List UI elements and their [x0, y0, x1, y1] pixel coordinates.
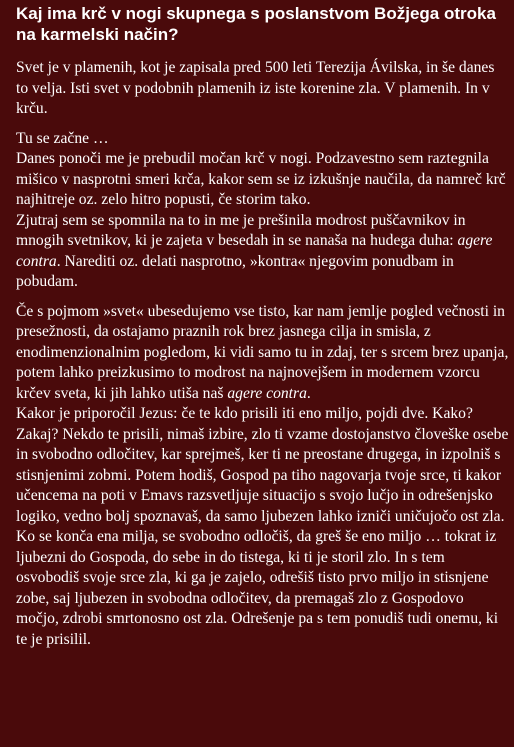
- text-segment: . Narediti oz. delati nasprotno, »kontra« njegovim ponudbam in pobudam.: [16, 252, 454, 290]
- paragraph-intro: Svet je v plamenih, kot je zapisala pred 500 leti Terezija Ávilska, in še danes to velja. Isti svet v podobnih plamenih iz iste korenine zla. V plamenih. In v krču.: [16, 59, 495, 117]
- latin-phrase: agere contra: [16, 232, 493, 270]
- paragraph-start: Tu se začne …: [16, 129, 109, 147]
- paragraph-agere-contra: [16, 211, 510, 293]
- text-segment: Če s pojmom »svet« ubesedujemo vse tisto, kar nam jemlje pogled večnosti in presežnosti, da ostajamo praznih rok brez jasnega cilja in smisla, z enodimenzionalnim pogledom, ki vidi samo tu in zdaj, ter s srcem brez upanja, potem lahko preizkusimo to modrost na najnovejšem in modernem vzorcu krčev sveta, ki jih lahko utiša naš: [16, 302, 509, 402]
- text-segment: .: [306, 384, 311, 402]
- paragraph-cramp: Danes ponoči me je prebudil močan krč v nogi. Podzavestno sem raztegnila mišico v nasprotni smeri krča, kakor sem se iz izkušnje naučila, da namreč krč najhitreje oz. zelo hitro popusti, če storim tako.: [16, 150, 506, 208]
- latin-phrase: agere contra: [227, 384, 307, 402]
- paragraph-world: [16, 302, 510, 405]
- paragraph-two-miles: Kakor je priporočil Jezus: če te kdo prisili iti eno miljo, pojdi dve. Kako? Zakaj? Nekdo te prisili, nimaš izbire, zlo ti vzame dostojanstvo človeške osebe in svobodno odločitev, kar sprejmeš, ker ti ne preostane drugega, in izpolniš s stisnjenimi zobmi. Potem hodiš, Gospod pa tiho nagovarja tvoje srce, ti kakor učencema na poti v Emavs razsvetljuje situacijo s svojo lučjo in odrešenjsko logiko, vedno bolj spoznavaš, da samo ljubezen lahko izniči uničujočo ost zla. Ko se konča ena milja, se svobodno odločiš, da greš še eno miljo … tokrat iz ljubezni do Gospoda, do sebe in do tistega, ki ti je storil zlo. In s tem osvobodiš svoje srce zla, ki ga je zajelo, odrešiš tisto prvo miljo in stisnjene zobe, saj ljubezen in svobodna odločitev, da premagaš zlo z Gospodovo močjo, zdrobi smrtonosno ost zla. Odrešenje pa s tem ponudiš tudi onemu, ki te je prisilil.: [16, 405, 509, 648]
- text-segment: Zjutraj sem se spomnila na to in me je prešinila modrost puščavnikov in mnogih svetnikov, ki je zajeta v besedah in se nanaša na hudega duha:: [16, 211, 466, 249]
- article-title: Kaj ima krč v nogi skupnega s poslanstvom Božjega otroka na karmelski način?: [16, 4, 496, 44]
